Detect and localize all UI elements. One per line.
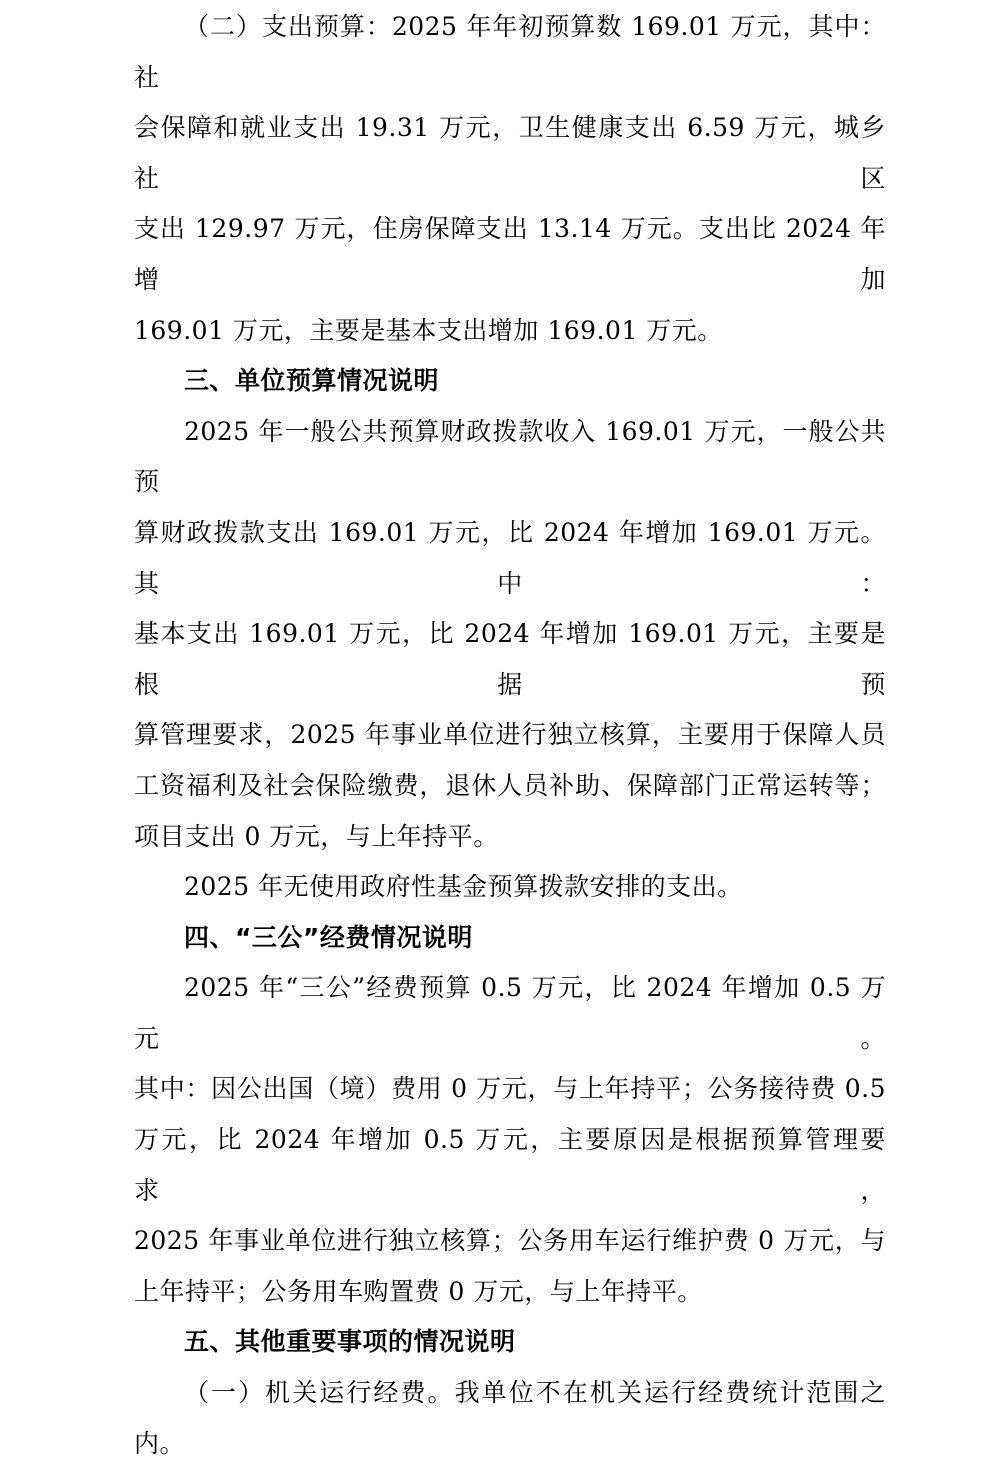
- expenditure-budget-paragraph: [134, 2, 886, 356]
- text-line: 上年持平；公务用车购置费 0 万元，与上年持平。: [134, 1276, 703, 1306]
- text-line: 会保障和就业支出 19.31 万元，卫生健康支出 6.59 万元，城乡社区: [134, 113, 886, 193]
- text-line: 169.01 万元，主要是基本支出增加 169.01 万元。: [134, 315, 723, 345]
- three-public-expenses-paragraph: [134, 963, 886, 1317]
- text-line: 万元，比 2024 年增加 0.5 万元，主要原因是根据预算管理要求，: [134, 1125, 886, 1205]
- text-line: （一）机关运行经费。我单位不在机关运行经费统计范围之: [184, 1378, 886, 1408]
- operating-expenses-paragraph: [134, 1368, 886, 1469]
- text-line: 项目支出 0 万元，与上年持平。: [134, 821, 499, 851]
- text-line: 基本支出 169.01 万元，比 2024 年增加 169.01 万元，主要是根据预: [134, 619, 886, 699]
- section-5-heading: 五、其他重要事项的情况说明: [184, 1327, 516, 1357]
- text-line: 2025 年事业单位进行独立核算；公务用车运行维护费 0 万元，与: [134, 1226, 886, 1256]
- text-line: 支出 129.97 万元，住房保障支出 13.14 万元。支出比 2024 年增加: [134, 214, 886, 294]
- text-line: 算管理要求，2025 年事业单位进行独立核算，主要用于保障人员: [134, 720, 886, 750]
- text-line: （二）支出预算：2025 年年初预算数 169.01 万元，其中：社: [134, 12, 886, 92]
- text-line: 算财政拨款支出 169.01 万元，比 2024 年增加 169.01 万元。其中：: [134, 517, 886, 598]
- government-fund-paragraph: 2025 年无使用政府性基金预算拨款安排的支出。: [184, 872, 743, 902]
- text-line: 内。: [134, 1428, 186, 1458]
- section-3-heading: 三、单位预算情况说明: [184, 366, 440, 396]
- unit-budget-paragraph: [134, 407, 886, 862]
- text-line: 工资福利及社会保险缴费，退休人员补助、保障部门正常运转等；: [134, 770, 886, 800]
- text-line: 2025 年“三公”经费预算 0.5 万元，比 2024 年增加 0.5 万元。: [134, 973, 886, 1053]
- text-line: 2025 年一般公共预算财政拨款收入 169.01 万元，一般公共预: [134, 416, 886, 497]
- section-4-heading: 四、“三公”经费情况说明: [184, 922, 473, 952]
- document-page: [134, 0, 886, 1469]
- text-line: 其中：因公出国（境）费用 0 万元，与上年持平；公务接待费 0.5: [134, 1074, 886, 1104]
